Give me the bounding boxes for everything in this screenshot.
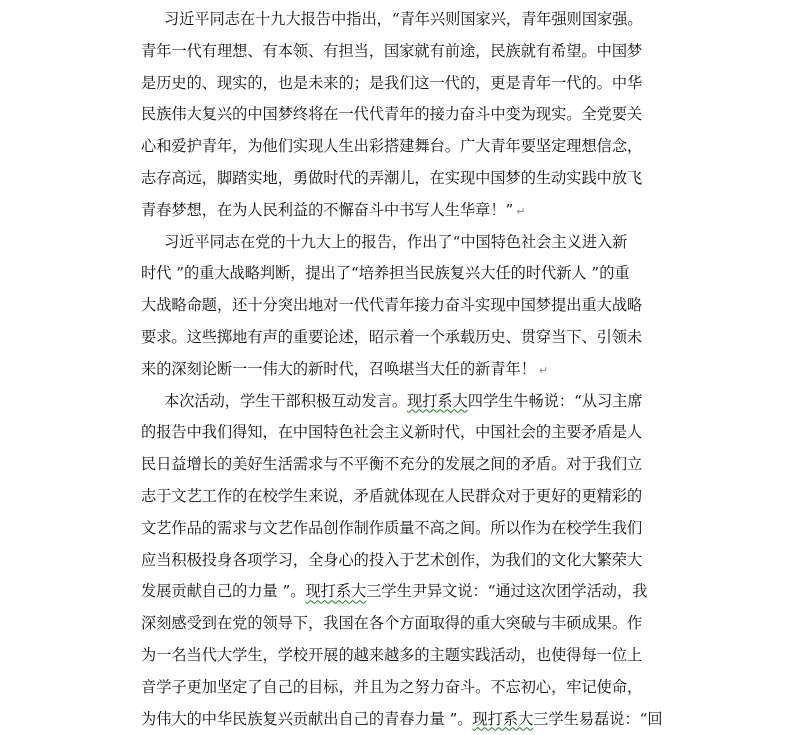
text-fragment: 青春梦想，在为人民利益的不懈奋斗中书写人生华章！”	[141, 200, 514, 219]
text-line: 志存高远，脚踏实地，勇做时代的弄潮儿，在实现中国梦的生动实践中放飞	[141, 168, 643, 187]
text-fragment: 发展贡献自己的力量 ”。	[141, 582, 306, 601]
text-line: 大战略命题，还十分突出地对一代代青年接力奋斗实现中国梦提出重大战略	[141, 296, 643, 315]
paragraph-1	[141, 4, 673, 227]
text-line: 习近平同志在党的十九大上的报告，作出了“中国特色社会主义进入新	[164, 232, 628, 251]
text-line: 志于文艺工作的在校学生来说，矛盾就体现在人民群众对于更好的更精彩的	[141, 486, 643, 505]
text-line	[141, 354, 673, 386]
text-line: 心和爱护青年，为他们实现人生出彩搭建舞台。广大青年要坚定理想信念，	[141, 137, 643, 156]
text-line: 深刻感受到在党的领导下，我国在各个方面取得的重大突破与丰硕成果。作	[141, 614, 643, 633]
spellcheck-underline: 现打系大	[472, 709, 534, 728]
text-line: 的报告中我们得知，在中国特色社会主义新时代，中国社会的主要矛盾是人	[141, 423, 643, 442]
text-line: 时代 ”的重大战略判断，提出了“培养担当民族复兴大任的时代新人 ”的重	[141, 264, 630, 283]
text-line: 民族伟大复兴的中国梦终将在一代代青年的接力奋斗中变为现实。全党要关	[141, 105, 643, 124]
text-line: 青年一代有理想、有本领、有担当，国家就有前途，民族就有希望。中国梦	[141, 41, 643, 60]
text-line: 民日益增长的美好生活需求与不平衡不充分的发展之间的矛盾。对于我们立	[141, 455, 643, 474]
text-fragment: 三学生尹异文说：“通过这次团学活动，我	[366, 582, 648, 601]
text-line	[141, 386, 673, 418]
text-line: 为一名当代大学生，学校开展的越来越多的主题实践活动，也使得每一位上	[141, 645, 643, 664]
text-line	[141, 704, 673, 735]
paragraph-mark-icon: ↵	[516, 204, 526, 218]
text-line: 要求。这些掷地有声的重要论述，昭示着一个承载历史、贯穿当下、引领未	[141, 327, 643, 346]
text-fragment: 三学生易磊说：“回	[533, 709, 663, 728]
text-line: 应当积极投身各项学习，全身心的投入于艺术创作，为我们的文化大繁荣大	[141, 550, 643, 569]
text-line: 音学子更加坚定了自己的目标，并且为之努力奋斗。不忘初心，牢记使命，	[141, 677, 643, 696]
spellcheck-underline: 现打系大	[407, 391, 468, 410]
spellcheck-underline: 现打系大	[305, 582, 367, 601]
text-line: 文艺作品的需求与文艺作品创作制作质量不高之间。所以作为在校学生我们	[141, 518, 643, 537]
text-fragment: 为伟大的中华民族复兴贡献出自己的青春力量 ”。	[141, 709, 473, 728]
text-line: 习近平同志在十九大报告中指出，“青年兴则国家兴，青年强则国家强。	[164, 10, 643, 28]
text-fragment: 四学生牛畅说：“从习主席	[467, 391, 643, 410]
paragraph-3	[141, 386, 673, 735]
paragraph-mark-icon: ↵	[538, 363, 549, 377]
text-line	[141, 576, 673, 608]
text-fragment: 本次活动，学生干部积极互动发言。	[164, 391, 407, 410]
text-line	[141, 195, 673, 227]
text-line: 是历史的、现实的，也是未来的；是我们这一代的，更是青年一代的。中华	[141, 73, 643, 92]
paragraph-2	[141, 227, 673, 386]
text-fragment: 来的深刻论断一一伟大的新时代，召唤堪当大任的新青年！	[141, 359, 536, 378]
document-body[interactable]	[141, 4, 673, 735]
